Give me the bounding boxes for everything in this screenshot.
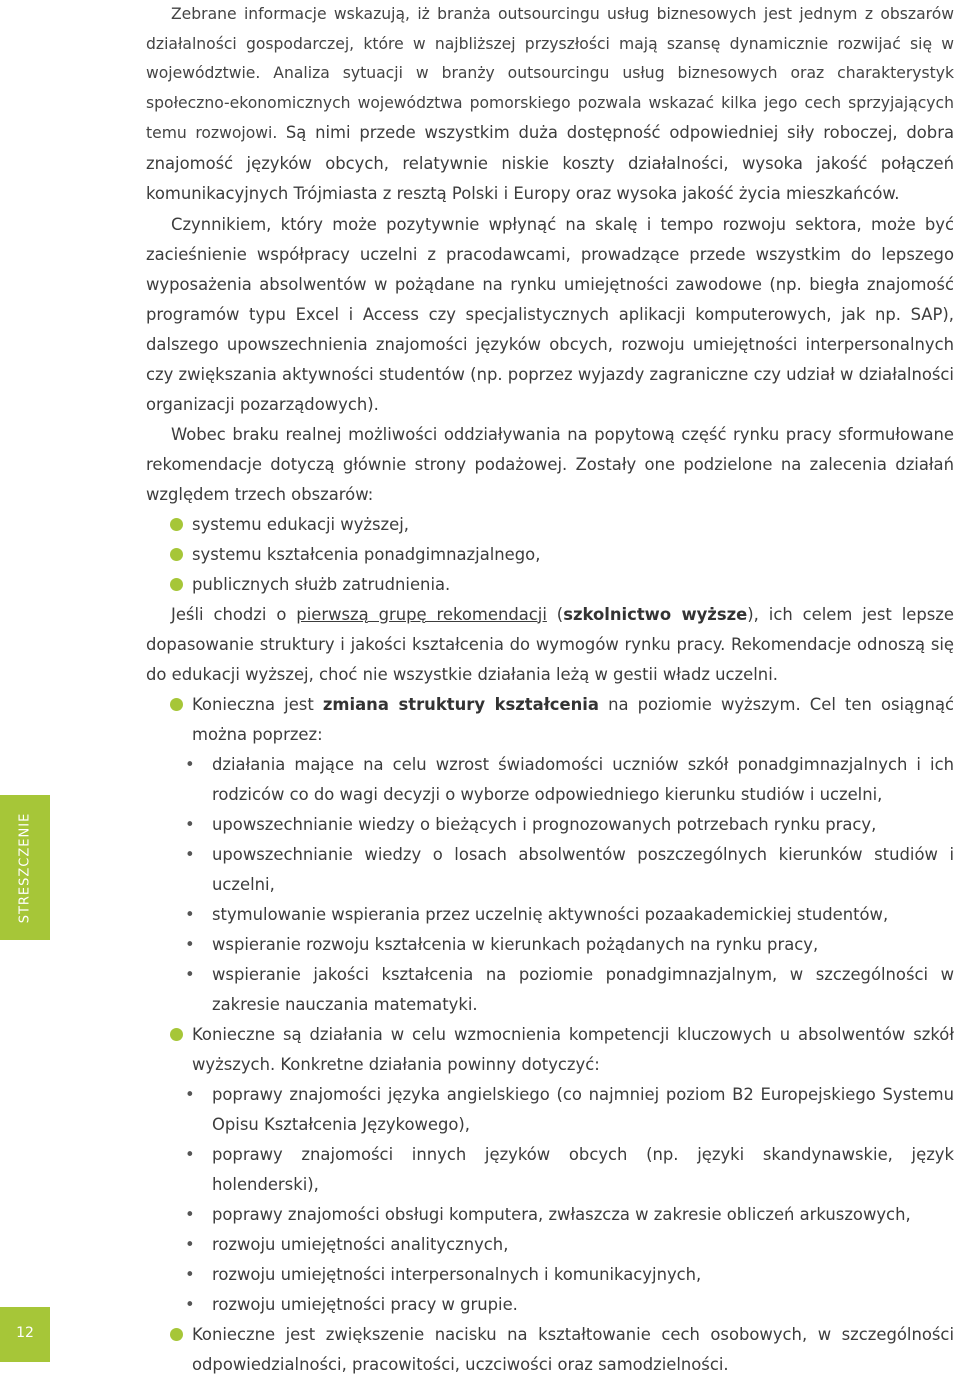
competences-list	[146, 1080, 954, 1320]
intro-text: Zebrane informacje wskazują, iż branża outsourcingu usług biznesowych jest jednym z obszarów działalności gospodarczej, które w najbliższej przyszłości mają szansę dynamicznie rozwijać się w województwie. Analiza sytuacji w branży outsourcingu usług biznesowych oraz charakterystyk społeczno-ekonomicznych województwa pomorskiego pozwala wskazać kilka jego cech sprzyjających temu rozwojowi.	[146, 5, 954, 142]
recommendation-structure	[192, 690, 954, 750]
document-body	[146, 0, 954, 1380]
paragraph-2: Czynnikiem, który może pozytywnie wpłynąć na skalę i tempo rozwoju sektora, może być zacieśnienie współpracy uczelni z pracodawcami, prowadzące przede wszystkim do lepszego wyposażenia absolwentów w pożądane na rynku umiejętności zawodowe (np. biegła znajomość programów typu Excel i Access czy specjalistycznych aplikacji komputerowych, jak np. SAP), dalszego upowszechnienia znajomości języków obcych, rozwoju umiejętności interpersonalnych czy zwiększania aktywności studentów (np. poprzez wyjazdy zagraniczne czy udział w działalności organizacji pozarządowych).	[146, 214, 954, 414]
list-item: • poprawy znajomości obsługi komputera, zwłaszcza w zakresie obliczeń arkuszowych,	[212, 1200, 954, 1230]
list-item: • rozwoju umiejętności pracy w grupie.	[212, 1290, 954, 1320]
list-item: • upowszechnianie wiedzy o losach absolwentów poszczególnych kierunków studiów i uczelni,	[212, 840, 954, 900]
section-side-tab	[0, 795, 50, 940]
recommendation-personal-traits: Konieczne jest zwiększenie nacisku na kształtowanie cech osobowych, w szczególności odpowiedzialności, pracowitości, uczciwości oraz samodzielności.	[192, 1320, 954, 1380]
recommendation-key-term: zmiana struktury kształcenia	[322, 694, 599, 714]
list-item: • upowszechnianie wiedzy o bieżących i prognozowanych potrzebach rynku pracy,	[212, 810, 954, 840]
list-item: • wspieranie jakości kształcenia na poziomie ponadgimnazjalnym, w szczególności w zakresie nauczania matematyki.	[212, 960, 954, 1020]
paragraph-4-text: Jeśli chodzi o	[171, 604, 297, 624]
intro-continuation: Są nimi przede wszystkim duża dostępność odpowiedniej siły roboczej, dobra znajomość języków obcych, relatywnie niskie koszty działalności, wysoka jakość połączeń komunikacyjnych Trójmiasta z resztą Polski i Europy oraz wysoka jakość życia mieszkańców.	[146, 123, 954, 203]
list-item: publicznych służb zatrudnienia.	[192, 570, 954, 600]
list-item: • rozwoju umiejętności interpersonalnych i komunikacyjnych,	[212, 1260, 954, 1290]
list-item: • działania mające na celu wzrost świadomości uczniów szkół ponadgimnazjalnych i ich rodziców co do wagi decyzji o wyborze odpowiedniego kierunku studiów i uczelni,	[212, 750, 954, 810]
section-label: STRESZCZENIE	[17, 812, 33, 923]
page-number-box	[0, 1307, 50, 1362]
recommendation-competences: Konieczne są działania w celu wzmocnienia kompetencji kluczowych u absolwentów szkół wyższych. Konkretne działania powinny dotyczyć:	[192, 1020, 954, 1080]
recommendation-list	[146, 1020, 954, 1080]
list-item: systemu edukacji wyższej,	[192, 510, 954, 540]
list-item: • poprawy znajomości języka angielskiego (co najmniej poziom B2 Europejskiego Systemu Opisu Kształcenia Językowego),	[212, 1080, 954, 1140]
list-item: systemu kształcenia ponadgimnazjalnego,	[192, 540, 954, 570]
structure-actions-list	[146, 750, 954, 1020]
paragraph-4-text: (	[546, 604, 564, 624]
recommendation-text: Konieczna jest	[192, 694, 323, 714]
page-number: 12	[16, 1325, 34, 1341]
recommendation-list	[146, 1320, 954, 1380]
paragraph-3: Wobec braku realnej możliwości oddziaływania na popytową część rynku pracy sformułowane rekomendacje dotyczą głównie strony podażowej. Zostały one podzielone na zalecenia działań względem trzech obszarów:	[146, 424, 954, 504]
list-item: • rozwoju umiejętności analitycznych,	[212, 1230, 954, 1260]
recommendation-list	[146, 690, 954, 750]
intro-paragraph	[146, 0, 954, 210]
list-item: • poprawy znajomości innych języków obcych (np. języki skandynawskie, język holenderski),	[212, 1140, 954, 1200]
list-item: • stymulowanie wspierania przez uczelnię aktywności pozaakademickiej studentów,	[212, 900, 954, 930]
list-item: • wspieranie rozwoju kształcenia w kierunkach pożądanych na rynku pracy,	[212, 930, 954, 960]
paragraph-4	[146, 600, 954, 690]
recommendations-group-link[interactable]: pierwszą grupę rekomendacji	[296, 604, 547, 624]
areas-list	[146, 510, 954, 600]
paragraph-4-text: ), ich celem jest lepsze dopasowanie struktury i jakości kształcenia do wymogów rynku pracy. Rekomendacje odnoszą się do edukacji wyższej, choć nie wszystkie działania leżą w gestii władz uczelni.	[146, 604, 954, 684]
recommendation-text: na poziomie wyższym. Cel ten osiągnąć można poprzez:	[192, 694, 954, 744]
higher-education-term: szkolnictwo wyższe	[563, 604, 748, 624]
